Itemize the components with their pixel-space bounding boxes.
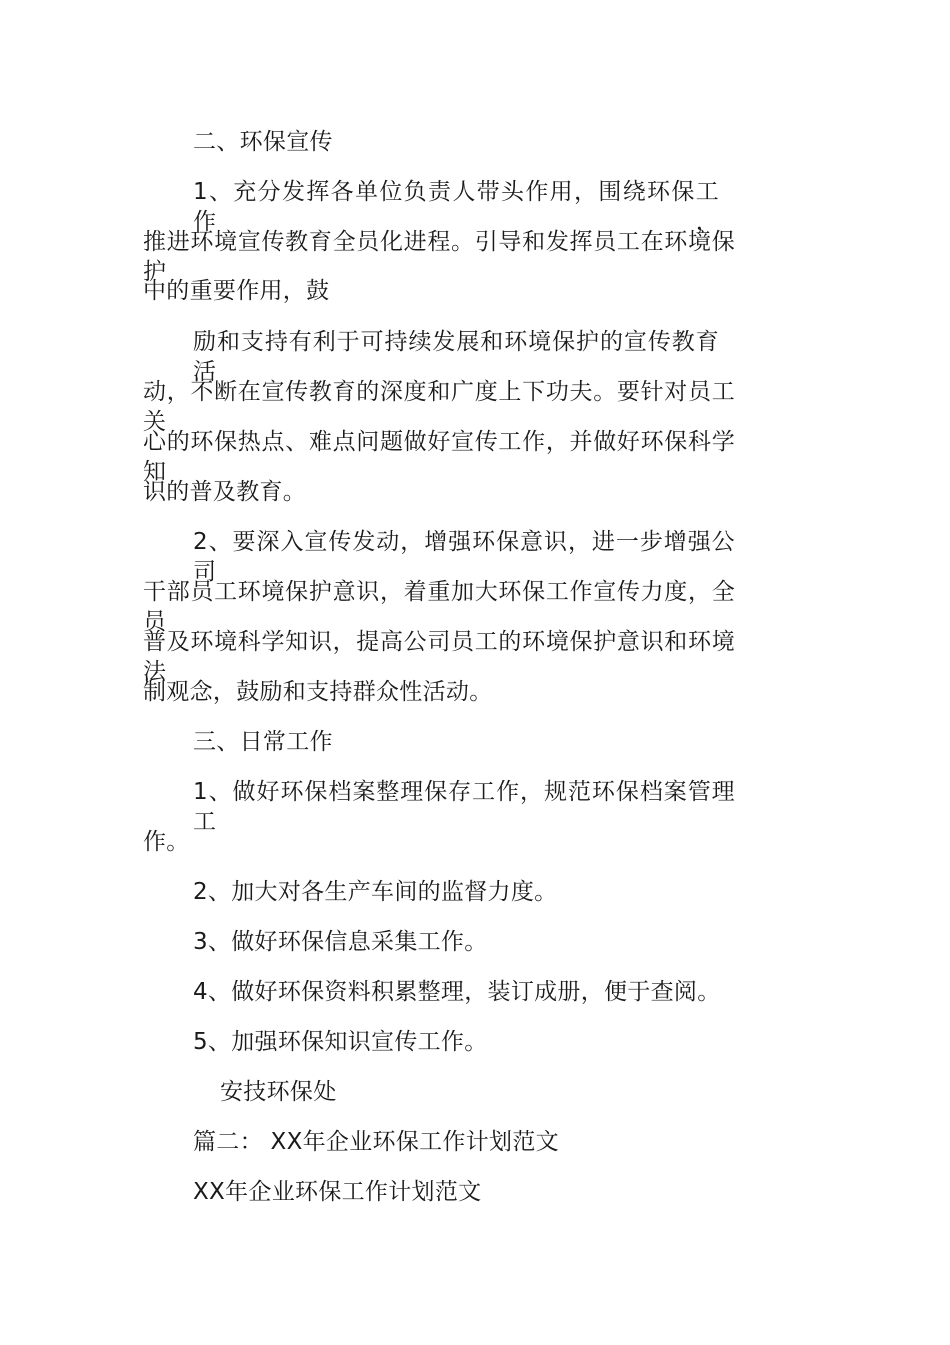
paragraph-line: 制观念，鼓励和支持群众性活动。 bbox=[143, 679, 493, 705]
paragraph-line: 动，不断在宣传教育的深度和广度上下功夫。要针对员工关 bbox=[143, 379, 735, 435]
paragraph-line: 识的普及教育。 bbox=[143, 479, 307, 505]
paragraph-line: 心的环保热点、难点问题做好宣传工作，并做好环保科学知 bbox=[143, 429, 735, 485]
paragraph-line: 1、充分发挥各单位负责人带头作用，围绕环保工作， bbox=[193, 179, 719, 235]
paragraph-line: 推进环境宣传教育全员化进程。引导和发挥员工在环境保护 bbox=[143, 229, 735, 285]
list-item: 5、加强环保知识宣传工作。 bbox=[193, 1029, 488, 1055]
article-heading: 篇二： XX年企业环保工作计划范文 bbox=[193, 1129, 559, 1155]
signature-department: 安技环保处 bbox=[220, 1079, 337, 1105]
list-item: 1、做好环保档案整理保存工作，规范环保档案管理工 bbox=[193, 779, 735, 835]
paragraph-line: 普及环境科学知识，提高公司员工的环境保护意识和环境法 bbox=[143, 629, 735, 685]
list-item: 4、做好环保资料积累整理，装订成册，便于查阅。 bbox=[193, 979, 721, 1005]
paragraph-line: 干部员工环境保护意识，着重加大环保工作宣传力度，全员 bbox=[143, 579, 735, 635]
section-heading-environmental-publicity: 二、环保宣传 bbox=[193, 129, 333, 155]
list-item: 2、加大对各生产车间的监督力度。 bbox=[193, 879, 558, 905]
article-title: XX年企业环保工作计划范文 bbox=[193, 1179, 482, 1205]
paragraph-line: 中的重要作用，鼓 bbox=[143, 278, 330, 304]
paragraph-line: 2、要深入宣传发动，增强环保意识，进一步增强公司 bbox=[193, 529, 735, 585]
list-item: 3、做好环保信息采集工作。 bbox=[193, 929, 488, 955]
paragraph-line: 励和支持有利于可持续发展和环境保护的宣传教育活 bbox=[193, 329, 719, 385]
section-heading-daily-work: 三、日常工作 bbox=[193, 729, 333, 755]
paragraph-line: 作。 bbox=[143, 829, 190, 855]
